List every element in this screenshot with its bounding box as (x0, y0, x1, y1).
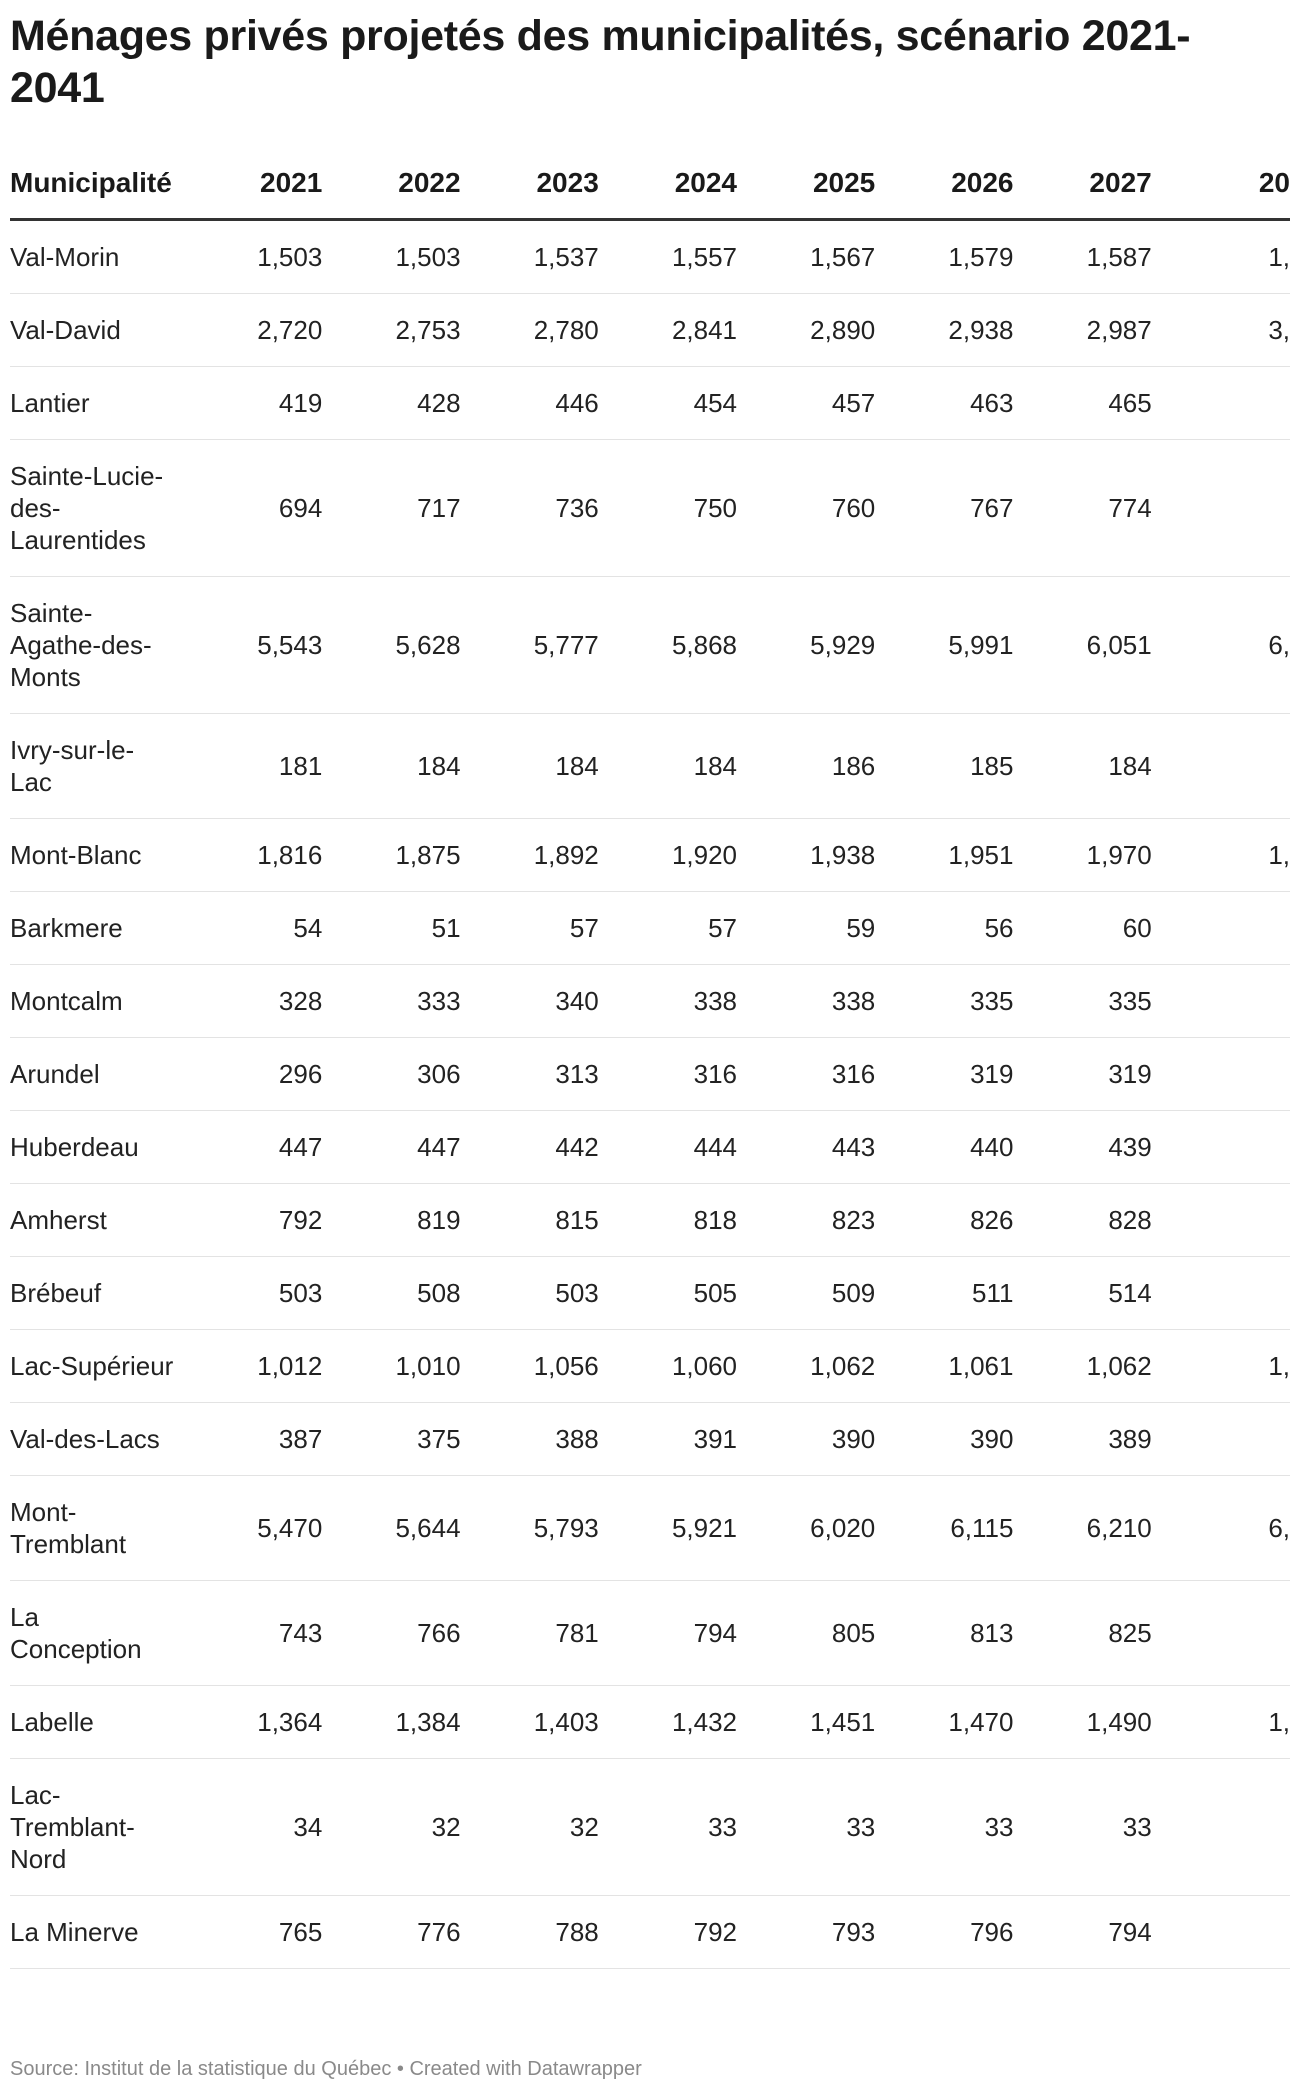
household-count-cell (1152, 714, 1290, 819)
household-count-cell: 781 (461, 1581, 599, 1686)
table-row (10, 1257, 1290, 1330)
household-count-cell: 335 (875, 965, 1013, 1038)
source-footer: Source: Institut de la statistique du Québec • Created with Datawrapper (10, 2058, 642, 2080)
column-header-year: 2021 (184, 148, 322, 220)
household-count-cell: 5,777 (461, 577, 599, 714)
household-count-cell: 33 (599, 1759, 737, 1896)
household-count-cell: 1,470 (875, 1686, 1013, 1759)
household-count-cell: 419 (184, 367, 322, 440)
household-count-cell: 454 (599, 367, 737, 440)
household-count-cell: 457 (737, 367, 875, 440)
household-count-cell: 774 (1013, 440, 1151, 577)
household-count-cell (1152, 1184, 1290, 1257)
column-header-year: 2022 (322, 148, 460, 220)
table-row (10, 1476, 1290, 1581)
municipality-name-cell: Mont-Tremblant (10, 1476, 184, 1581)
household-count-cell: 765 (184, 1896, 322, 1969)
household-count-cell: 503 (461, 1257, 599, 1330)
household-count-cell: 1,920 (599, 819, 737, 892)
household-count-cell: 1,062 (737, 1330, 875, 1403)
household-count-cell: 184 (599, 714, 737, 819)
household-count-cell: 794 (599, 1581, 737, 1686)
household-count-cell: 805 (737, 1581, 875, 1686)
household-count-cell: 5,929 (737, 577, 875, 714)
household-count-cell: 388 (461, 1403, 599, 1476)
household-count-cell: 514 (1013, 1257, 1151, 1330)
household-count-cell: 306 (322, 1038, 460, 1111)
household-count-cell: 6,210 (1013, 1476, 1151, 1581)
municipality-name-cell: Montcalm (10, 965, 184, 1038)
household-count-cell: 788 (461, 1896, 599, 1969)
household-count-cell: 319 (875, 1038, 1013, 1111)
household-count-cell: 6,020 (737, 1476, 875, 1581)
household-count-cell (1152, 1403, 1290, 1476)
household-count-cell: 428 (322, 367, 460, 440)
household-count-cell: 5,470 (184, 1476, 322, 1581)
data-table-container (10, 148, 1290, 1969)
table-row (10, 220, 1290, 294)
household-count-cell: 743 (184, 1581, 322, 1686)
household-count-cell: 1,364 (184, 1686, 322, 1759)
municipality-name-cell: Ivry-sur-le-Lac (10, 714, 184, 819)
household-count-cell: 1,012 (184, 1330, 322, 1403)
household-count-cell: 1,579 (875, 220, 1013, 294)
household-count-cell: 444 (599, 1111, 737, 1184)
household-count-cell: 796 (875, 1896, 1013, 1969)
household-count-cell (1152, 1257, 1290, 1330)
household-count-cell: 776 (322, 1896, 460, 1969)
household-count-cell: 463 (875, 367, 1013, 440)
table-row (10, 1686, 1290, 1759)
household-count-cell: 54 (184, 892, 322, 965)
table-row (10, 714, 1290, 819)
household-count-cell: 390 (875, 1403, 1013, 1476)
household-count-cell: 391 (599, 1403, 737, 1476)
household-count-cell: 5,644 (322, 1476, 460, 1581)
household-count-cell: 6, (1152, 1476, 1290, 1581)
household-count-cell: 1,587 (1013, 220, 1151, 294)
household-count-cell: 2,938 (875, 294, 1013, 367)
table-row (10, 1759, 1290, 1896)
household-count-cell (1152, 1111, 1290, 1184)
household-count-cell: 313 (461, 1038, 599, 1111)
household-count-cell: 1,892 (461, 819, 599, 892)
household-count-cell: 717 (322, 440, 460, 577)
household-count-cell: 5,543 (184, 577, 322, 714)
household-count-cell (1152, 440, 1290, 577)
household-count-cell: 32 (322, 1759, 460, 1896)
household-count-cell: 1,557 (599, 220, 737, 294)
household-count-cell: 1,503 (322, 220, 460, 294)
household-count-cell: 825 (1013, 1581, 1151, 1686)
household-count-cell: 511 (875, 1257, 1013, 1330)
household-count-cell: 389 (1013, 1403, 1151, 1476)
household-count-cell (1152, 1759, 1290, 1896)
household-count-cell: 1, (1152, 220, 1290, 294)
household-count-cell: 1, (1152, 1686, 1290, 1759)
household-count-cell: 184 (322, 714, 460, 819)
column-header-municipalite: Municipalité (10, 148, 184, 220)
table-row (10, 1403, 1290, 1476)
household-count-cell: 1,061 (875, 1330, 1013, 1403)
household-count-cell: 2,780 (461, 294, 599, 367)
municipality-name-cell: Val-David (10, 294, 184, 367)
household-count-cell: 443 (737, 1111, 875, 1184)
table-row (10, 1896, 1290, 1969)
household-count-cell: 33 (875, 1759, 1013, 1896)
household-count-cell: 387 (184, 1403, 322, 1476)
household-count-cell: 1,062 (1013, 1330, 1151, 1403)
household-count-cell: 1, (1152, 819, 1290, 892)
household-count-cell: 1,875 (322, 819, 460, 892)
household-count-cell: 186 (737, 714, 875, 819)
household-count-cell: 767 (875, 440, 1013, 577)
household-count-cell: 5,921 (599, 1476, 737, 1581)
household-count-cell: 3, (1152, 294, 1290, 367)
household-count-cell (1152, 1038, 1290, 1111)
household-count-cell: 1,384 (322, 1686, 460, 1759)
household-count-cell: 508 (322, 1257, 460, 1330)
municipality-name-cell: Val-des-Lacs (10, 1403, 184, 1476)
table-row (10, 819, 1290, 892)
household-count-cell: 32 (461, 1759, 599, 1896)
municipality-name-cell: Arundel (10, 1038, 184, 1111)
table-row (10, 1111, 1290, 1184)
municipality-name-cell: Labelle (10, 1686, 184, 1759)
household-count-cell: 1, (1152, 1330, 1290, 1403)
household-count-cell: 181 (184, 714, 322, 819)
household-count-cell: 760 (737, 440, 875, 577)
household-count-cell: 1,060 (599, 1330, 737, 1403)
household-count-cell: 826 (875, 1184, 1013, 1257)
household-count-cell: 1,816 (184, 819, 322, 892)
household-count-cell: 6,115 (875, 1476, 1013, 1581)
household-count-cell: 823 (737, 1184, 875, 1257)
table-row (10, 440, 1290, 577)
household-count-cell (1152, 367, 1290, 440)
municipality-name-cell: Amherst (10, 1184, 184, 1257)
household-count-cell: 328 (184, 965, 322, 1038)
municipality-name-cell: Sainte-Lucie-des-Laurentides (10, 440, 184, 577)
municipality-name-cell: Lantier (10, 367, 184, 440)
municipality-name-cell: Mont-Blanc (10, 819, 184, 892)
household-count-cell: 51 (322, 892, 460, 965)
household-count-cell: 792 (599, 1896, 737, 1969)
household-count-cell: 694 (184, 440, 322, 577)
household-count-cell: 340 (461, 965, 599, 1038)
column-header-year: 2024 (599, 148, 737, 220)
household-count-cell: 447 (322, 1111, 460, 1184)
household-count-cell: 184 (461, 714, 599, 819)
household-count-cell: 335 (1013, 965, 1151, 1038)
table-row (10, 1038, 1290, 1111)
municipality-name-cell: Val-Morin (10, 220, 184, 294)
household-count-cell: 1,938 (737, 819, 875, 892)
household-count-cell: 338 (737, 965, 875, 1038)
municipality-name-cell: La Minerve (10, 1896, 184, 1969)
household-count-cell: 440 (875, 1111, 1013, 1184)
household-count-cell: 2,720 (184, 294, 322, 367)
municipality-name-cell: La Conception (10, 1581, 184, 1686)
household-count-cell: 1,490 (1013, 1686, 1151, 1759)
household-count-cell: 793 (737, 1896, 875, 1969)
household-count-cell: 338 (599, 965, 737, 1038)
household-count-cell: 1,503 (184, 220, 322, 294)
household-count-cell: 1,970 (1013, 819, 1151, 892)
table-row (10, 1581, 1290, 1686)
household-count-cell: 442 (461, 1111, 599, 1184)
table-row (10, 1330, 1290, 1403)
household-count-cell: 33 (1013, 1759, 1151, 1896)
household-count-cell: 828 (1013, 1184, 1151, 1257)
column-header-year: 2023 (461, 148, 599, 220)
table-body (10, 220, 1290, 1969)
household-count-cell: 1,537 (461, 220, 599, 294)
household-count-cell: 1,010 (322, 1330, 460, 1403)
household-count-cell: 446 (461, 367, 599, 440)
chart-title: Ménages privés projetés des municipalités, scénario 2021-2041 (10, 12, 1191, 112)
household-count-cell: 818 (599, 1184, 737, 1257)
household-count-cell: 319 (1013, 1038, 1151, 1111)
municipality-name-cell: Sainte-Agathe-des-Monts (10, 577, 184, 714)
household-count-cell: 184 (1013, 714, 1151, 819)
household-count-cell: 185 (875, 714, 1013, 819)
household-count-cell: 2,841 (599, 294, 737, 367)
household-count-cell: 57 (599, 892, 737, 965)
household-count-cell: 2,753 (322, 294, 460, 367)
household-count-cell: 316 (737, 1038, 875, 1111)
table-row (10, 965, 1290, 1038)
household-count-cell: 465 (1013, 367, 1151, 440)
household-count-cell: 390 (737, 1403, 875, 1476)
household-count-cell: 1,951 (875, 819, 1013, 892)
column-header-year: 20 (1152, 148, 1290, 220)
household-count-cell: 439 (1013, 1111, 1151, 1184)
household-count-cell: 1,567 (737, 220, 875, 294)
household-count-cell: 6,051 (1013, 577, 1151, 714)
household-count-cell: 59 (737, 892, 875, 965)
household-count-cell: 60 (1013, 892, 1151, 965)
household-count-cell: 813 (875, 1581, 1013, 1686)
household-count-cell: 33 (737, 1759, 875, 1896)
household-count-cell: 296 (184, 1038, 322, 1111)
household-count-cell (1152, 892, 1290, 965)
household-count-cell: 56 (875, 892, 1013, 965)
household-count-cell: 5,793 (461, 1476, 599, 1581)
household-count-cell: 750 (599, 440, 737, 577)
household-count-cell: 2,890 (737, 294, 875, 367)
household-count-cell: 6, (1152, 577, 1290, 714)
household-count-cell: 375 (322, 1403, 460, 1476)
household-count-cell: 815 (461, 1184, 599, 1257)
household-count-cell: 333 (322, 965, 460, 1038)
household-count-cell: 1,451 (737, 1686, 875, 1759)
household-count-cell: 792 (184, 1184, 322, 1257)
data-table (10, 148, 1290, 1969)
household-count-cell: 5,868 (599, 577, 737, 714)
household-count-cell: 1,056 (461, 1330, 599, 1403)
household-count-cell: 503 (184, 1257, 322, 1330)
household-count-cell: 505 (599, 1257, 737, 1330)
column-header-year: 2027 (1013, 148, 1151, 220)
household-count-cell (1152, 965, 1290, 1038)
household-count-cell: 1,432 (599, 1686, 737, 1759)
column-header-year: 2026 (875, 148, 1013, 220)
household-count-cell: 2,987 (1013, 294, 1151, 367)
table-row (10, 1184, 1290, 1257)
household-count-cell: 57 (461, 892, 599, 965)
household-count-cell: 447 (184, 1111, 322, 1184)
municipality-name-cell: Barkmere (10, 892, 184, 965)
table-row (10, 577, 1290, 714)
table-header-row (10, 148, 1290, 220)
household-count-cell: 5,991 (875, 577, 1013, 714)
household-count-cell: 766 (322, 1581, 460, 1686)
household-count-cell: 794 (1013, 1896, 1151, 1969)
household-count-cell: 509 (737, 1257, 875, 1330)
household-count-cell: 1,403 (461, 1686, 599, 1759)
household-count-cell: 819 (322, 1184, 460, 1257)
household-count-cell: 34 (184, 1759, 322, 1896)
municipality-name-cell: Lac-Tremblant-Nord (10, 1759, 184, 1896)
municipality-name-cell: Lac-Supérieur (10, 1330, 184, 1403)
household-count-cell: 316 (599, 1038, 737, 1111)
table-row (10, 294, 1290, 367)
household-count-cell: 5,628 (322, 577, 460, 714)
table-row (10, 367, 1290, 440)
household-count-cell: 736 (461, 440, 599, 577)
column-header-year: 2025 (737, 148, 875, 220)
table-row (10, 892, 1290, 965)
municipality-name-cell: Huberdeau (10, 1111, 184, 1184)
household-count-cell (1152, 1581, 1290, 1686)
household-count-cell (1152, 1896, 1290, 1969)
municipality-name-cell: Brébeuf (10, 1257, 184, 1330)
